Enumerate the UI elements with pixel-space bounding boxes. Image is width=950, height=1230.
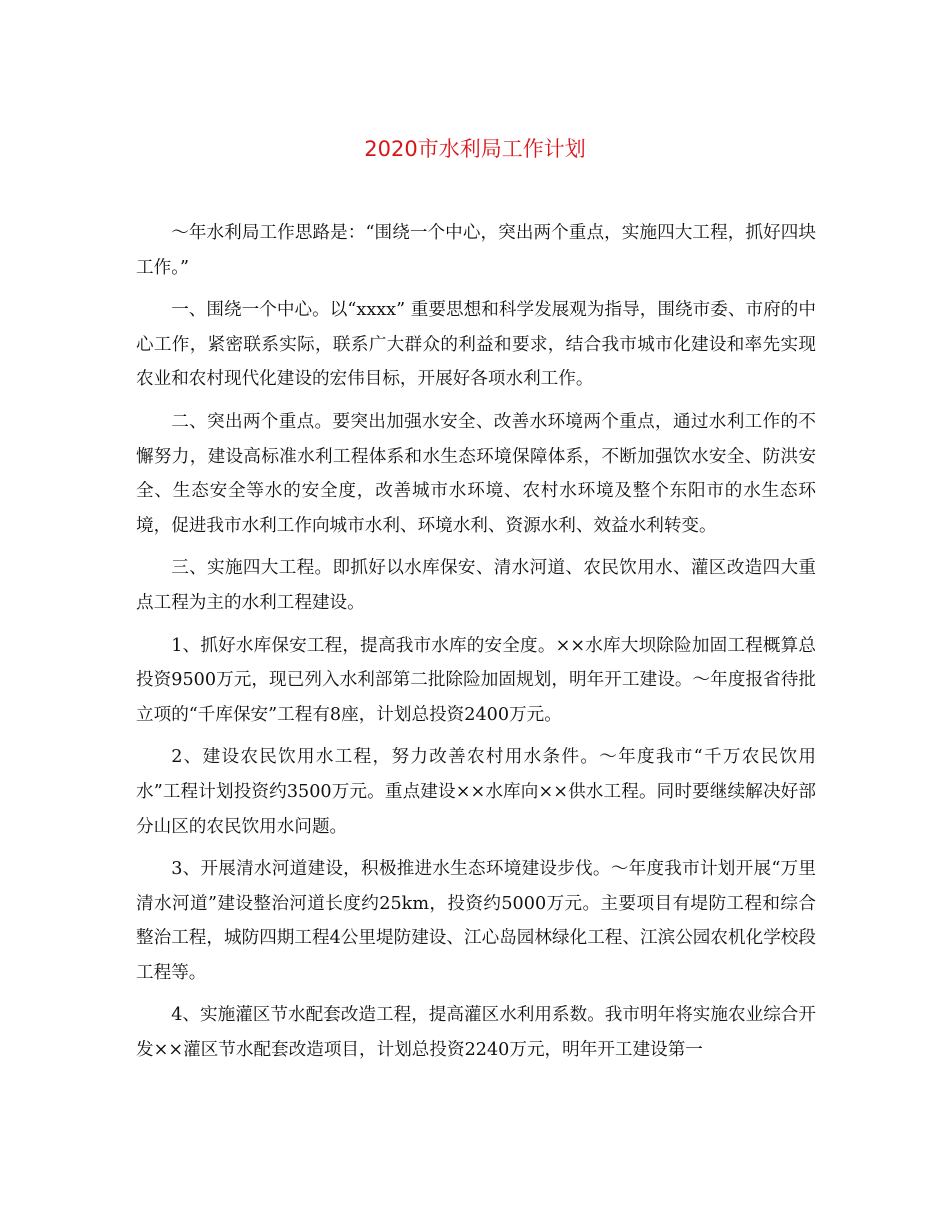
- paragraph-four-projects: 三、实施四大工程。即抓好以水库保安、清水河道、农民饮用水、灌区改造四大重点工程为主的水利工程建设。: [136, 558, 816, 613]
- document-body: [136, 216, 816, 1076]
- paragraph-two-priorities: 二、突出两个重点。要突出加强水安全、改善水环境两个重点，通过水利工作的不懈努力，建设高标准水利工程体系和水生态环境保障体系，不断加强饮水安全、防洪安全、生态安全等水的安全度，改善城市水环境、农村水环境及整个东阳市的水生态环境，促进我市水利工作向城市水利、环境水利、资源水利、效益水利转变。: [136, 411, 816, 536]
- paragraph-irrigation-upgrade: 4、实施灌区节水配套改造工程，提高灌区水利用系数。我市明年将实施农业综合开发××灌区节水配套改造项目，计划总投资2240万元，明年开工建设第一: [136, 1005, 816, 1061]
- paragraph-work-approach: ～年水利局工作思路是：“围绕一个中心，突出两个重点，实施四大工程，抓好四块工作。”: [136, 223, 816, 278]
- paragraph-clean-rivers: 3、开展清水河道建设，积极推进水生态环境建设步伐。～年度我市计划开展“万里清水河道”建设整治河道长度约25km，投资约5000万元。主要项目有堤防工程和综合整治工程，城防四期工程4公里堤防建设、江心岛园林绿化工程、江滨公园农机化学校段工程等。: [136, 859, 816, 983]
- paragraph-drinking-water: 2、建设农民饮用水工程，努力改善农村用水条件。～年度我市“千万农民饮用水”工程计划投资约3500万元。重点建设××水库向××供水工程。同时要继续解决好部分山区的农民饮用水问题。: [136, 747, 816, 837]
- paragraph-one-center: 一、围绕一个中心。以“xxxx” 重要思想和科学发展观为指导，围绕市委、市府的中心工作，紧密联系实际，联系广大群众的利益和要求，结合我市城市化建设和率先实现农业和农村现代化建设的宏伟目标，开展好各项水利工作。: [136, 300, 816, 390]
- document-title: 2020市水利局工作计划: [364, 137, 586, 161]
- paragraph-reservoir-safety: 1、抓好水库保安工程，提高我市水库的安全度。××水库大坝除险加固工程概算总投资9500万元，现已列入水利部第二批除险加固规划，明年开工建设。～年度报省待批立项的“千库保安”工程有8座，计划总投资2400万元。: [136, 635, 816, 725]
